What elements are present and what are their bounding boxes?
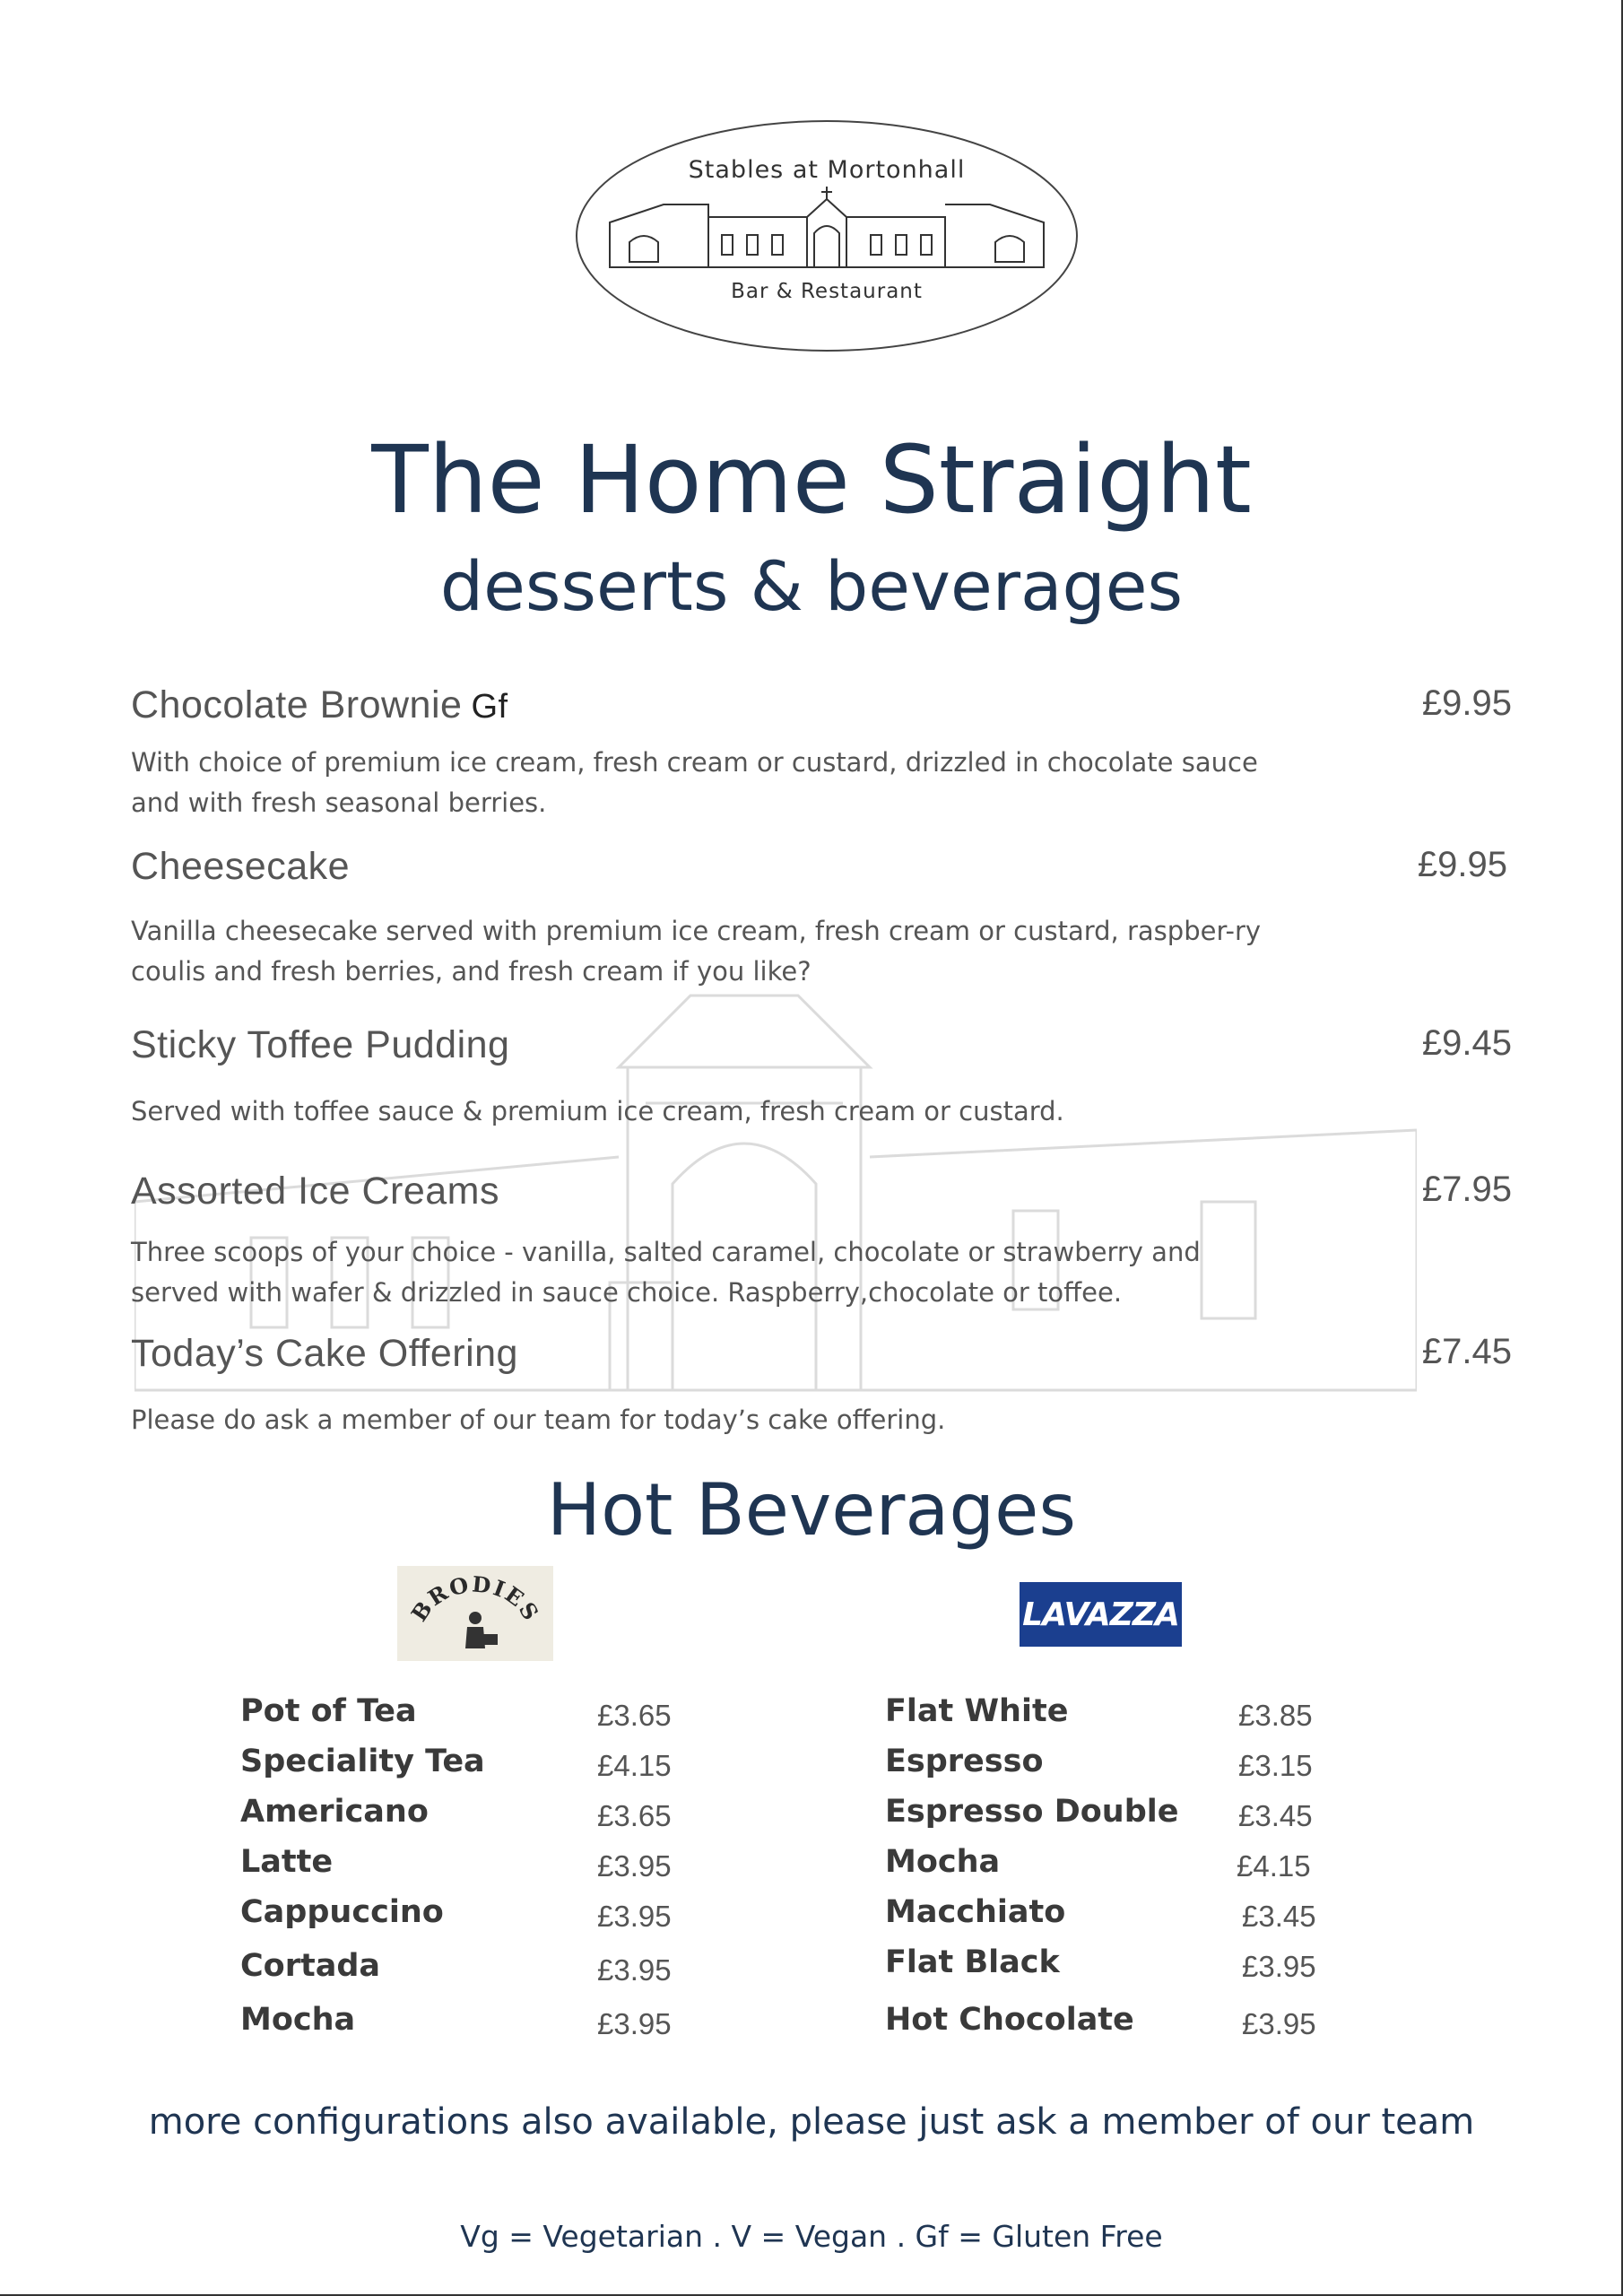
dessert-description: Vanilla cheesecake served with premium ice cream, fresh cream or custard, raspber-ry coulis and fresh berries, and fresh cream if you like?	[131, 916, 1262, 987]
beverage-name: Espresso	[885, 1744, 1044, 1779]
beverage-price: £3.65	[597, 1799, 672, 1832]
svg-text:BRODIES: BRODIES	[405, 1570, 545, 1627]
beverage-price: £4.15	[597, 1749, 672, 1782]
more-configurations-note: more configurations also available, please just ask a member of our team	[148, 2101, 1475, 2143]
beverage-price: £3.85	[1238, 1699, 1313, 1732]
beverage-name: Speciality Tea	[240, 1744, 485, 1779]
beverage-name: Flat Black	[885, 1944, 1060, 1980]
dessert-description: Served with toffee sauce & premium ice cream, fresh cream or custard.	[131, 1096, 1064, 1126]
dessert-description: Please do ask a member of our team for today’s cake offering.	[131, 1405, 946, 1435]
dessert-description: With choice of premium ice cream, fresh cream or custard, drizzled in chocolate sauce and with fresh seasonal berries.	[131, 747, 1258, 818]
dessert-name: Today’s Cake Offering	[131, 1332, 518, 1375]
beverage-price: £3.45	[1238, 1799, 1313, 1832]
beverage-name: Cappuccino	[240, 1894, 444, 1930]
dietary-legend: Vg = Vegetarian . V = Vegan . Gf = Gluten Free	[460, 2219, 1163, 2254]
beverage-name: Pot of Tea	[240, 1693, 417, 1729]
menu-subtitle: desserts & beverages	[439, 546, 1184, 626]
menu-title: The Home Straight	[371, 425, 1252, 535]
dessert-price: £9.45	[1421, 1023, 1512, 1063]
dessert-name: Cheesecake	[131, 845, 351, 888]
beverage-name: Mocha	[240, 2002, 356, 2038]
beverage-name: Macchiato	[885, 1894, 1066, 1930]
beverage-price: £3.95	[1242, 1950, 1316, 1983]
restaurant-logo	[574, 118, 1080, 353]
lavazza-logo: LAVAZZA	[1020, 1582, 1182, 1647]
beverage-price: £3.95	[597, 1849, 672, 1883]
dessert-name: Chocolate Brownie	[131, 683, 463, 726]
beverage-name: Espresso Double	[885, 1794, 1179, 1830]
beverage-name: Cortada	[240, 1948, 381, 1984]
beverage-name: Americano	[240, 1794, 429, 1830]
beverage-price: £3.65	[597, 1699, 672, 1732]
gluten-free-tag: Gf	[471, 688, 508, 726]
dessert-price: £9.95	[1417, 845, 1507, 884]
stables-building-icon	[574, 118, 1080, 353]
hot-beverages-title: Hot Beverages	[546, 1468, 1077, 1552]
dessert-name: Sticky Toffee Pudding	[131, 1023, 510, 1066]
brodies-logo	[397, 1566, 553, 1661]
beverage-price: £4.15	[1237, 1849, 1311, 1883]
beverage-price: £3.45	[1242, 1900, 1316, 1933]
beverage-price: £3.95	[597, 1900, 672, 1933]
beverage-name: Mocha	[885, 1844, 1001, 1880]
dessert-description: Three scoops of your choice - vanilla, salted caramel, chocolate or strawberry and served with wafer & drizzled in sauce choice. Raspberry,chocolate or toffee.	[131, 1237, 1201, 1308]
beverage-price: £3.95	[1242, 2007, 1316, 2040]
beverage-price: £3.95	[597, 1953, 672, 1987]
beverage-name: Flat White	[885, 1693, 1069, 1729]
logo-bottom-text: Bar & Restaurant	[731, 280, 923, 303]
dessert-price: £7.45	[1421, 1332, 1512, 1371]
beverage-name: Latte	[240, 1844, 334, 1880]
dessert-price: £9.95	[1421, 683, 1512, 723]
beverage-price: £3.95	[597, 2007, 672, 2040]
dessert-name: Assorted Ice Creams	[131, 1170, 499, 1213]
beverage-price: £3.15	[1238, 1749, 1313, 1782]
dessert-price: £7.95	[1421, 1170, 1512, 1209]
beverage-name: Hot Chocolate	[885, 2002, 1134, 2038]
logo-top-text: Stables at Mortonhall	[688, 156, 966, 184]
